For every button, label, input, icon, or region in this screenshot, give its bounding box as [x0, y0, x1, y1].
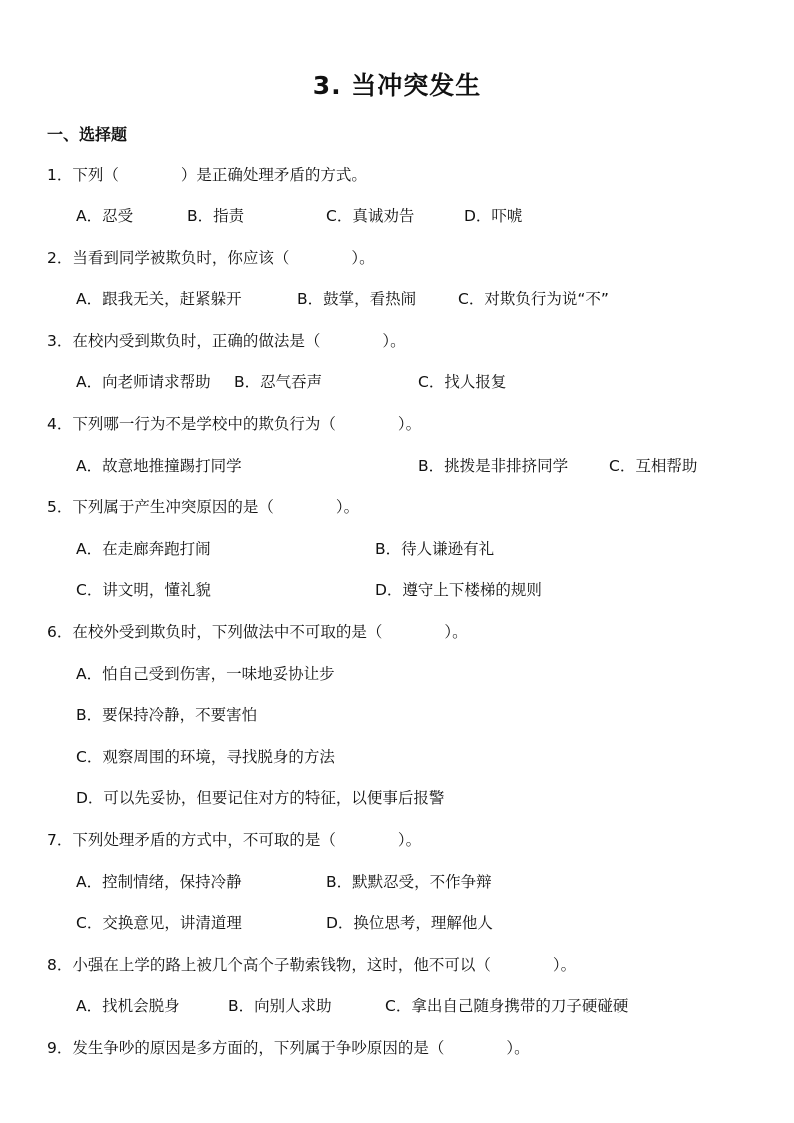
- q6-option-a: A．怕自己受到伤害，一味地妥协让步: [76, 665, 335, 683]
- q1-option-d: D．吓唬: [464, 207, 523, 225]
- section-heading: 一、选择题: [47, 125, 128, 144]
- q1-option-b: B．指责: [187, 207, 245, 225]
- q2-option-b: B．鼓掌，看热闹: [297, 290, 417, 308]
- q7-option-d: D．换位思考，理解他人: [326, 914, 493, 932]
- q8-option-c: C．拿出自己随身携带的刀子硬碰硬: [385, 997, 629, 1015]
- question-9-stem: 9．发生争吵的原因是多方面的，下列属于争吵原因的是（ ）。: [47, 1039, 530, 1057]
- q2-option-c: C．对欺负行为说“不”: [458, 290, 609, 308]
- q4-option-c: C．互相帮助: [609, 457, 698, 475]
- question-6-stem: 6．在校外受到欺负时，下列做法中不可取的是（ ）。: [47, 623, 468, 641]
- q5-option-d: D．遵守上下楼梯的规则: [375, 581, 542, 599]
- question-8-stem: 8．小强在上学的路上被几个高个子勒索钱物，这时，他不可以（ ）。: [47, 956, 577, 974]
- q7-option-a: A．控制情绪，保持冷静: [76, 873, 242, 891]
- question-5-stem: 5．下列属于产生冲突原因的是（ ）。: [47, 498, 360, 516]
- q8-option-b: B．向别人求助: [228, 997, 332, 1015]
- q5-option-b: B．待人谦逊有礼: [375, 540, 495, 558]
- question-1-stem: 1．下列（ ）是正确处理矛盾的方式。: [47, 166, 367, 184]
- q1-option-a: A．忍受: [76, 207, 134, 225]
- question-7-stem: 7．下列处理矛盾的方式中，不可取的是（ ）。: [47, 831, 422, 849]
- q1-option-c: C．真诚劝告: [326, 207, 415, 225]
- q3-option-b: B．忍气吞声: [234, 373, 323, 391]
- q5-option-c: C．讲文明，懂礼貌: [76, 581, 211, 599]
- question-3-stem: 3．在校内受到欺负时，正确的做法是（ ）。: [47, 332, 406, 350]
- question-4-stem: 4．下列哪一行为不是学校中的欺负行为（ ）。: [47, 415, 422, 433]
- question-2-stem: 2．当看到同学被欺负时，你应该（ ）。: [47, 249, 375, 267]
- q3-option-a: A．向老师请求帮助: [76, 373, 211, 391]
- q7-option-c: C．交换意见，讲清道理: [76, 914, 242, 932]
- q2-option-a: A．跟我无关，赶紧躲开: [76, 290, 242, 308]
- q3-option-c: C．找人报复: [418, 373, 507, 391]
- q6-option-d: D．可以先妥协，但要记住对方的特征，以便事后报警: [76, 789, 445, 807]
- q4-option-a: A．故意地推撞踢打同学: [76, 457, 242, 475]
- q8-option-a: A．找机会脱身: [76, 997, 180, 1015]
- q4-option-b: B．挑拨是非排挤同学: [418, 457, 569, 475]
- q6-option-c: C．观察周围的环境，寻找脱身的方法: [76, 748, 335, 766]
- q6-option-b: B．要保持冷静，不要害怕: [76, 706, 258, 724]
- q5-option-a: A．在走廊奔跑打闹: [76, 540, 211, 558]
- page-title: 3. 当冲突发生: [312, 71, 482, 100]
- q7-option-b: B．默默忍受，不作争辩: [326, 873, 492, 891]
